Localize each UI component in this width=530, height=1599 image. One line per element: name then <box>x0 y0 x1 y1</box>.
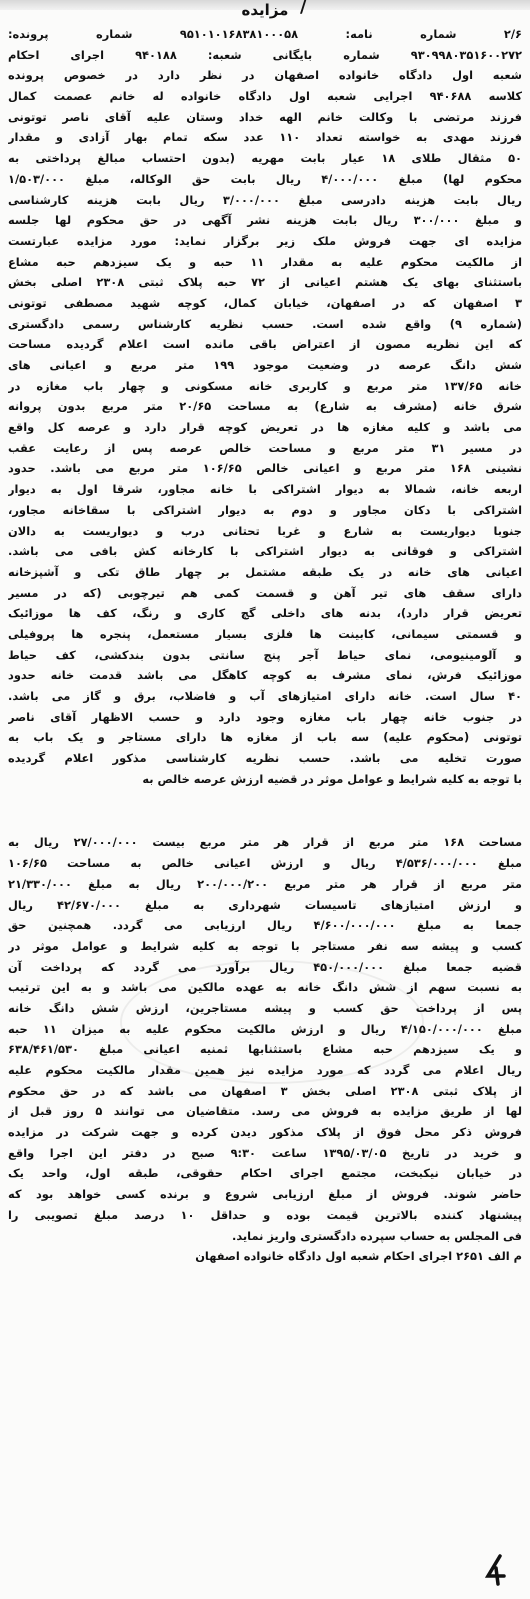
paragraph1-line: و قسمتی سیمانی، کابینت ها فلزی بسیار مستعمل، پنجره ها پروفیلی <box>8 626 522 641</box>
paragraph1-line: در جنوب خانه چهار باب مغازه وجود دارد و حسب الاظهار آقای ناصر <box>8 709 522 724</box>
paragraph1-line: (شماره ۹) واقع شده است. حسب نظریه کارشناس رسمی دادگستری <box>8 316 522 331</box>
paragraph1-line: ۲/۶ شماره نامه: ۹۵۱۰۱۰۱۶۸۳۸۱۰۰۰۵۸ شماره پرونده: <box>8 27 522 41</box>
page-title: مزایده <box>241 1 289 19</box>
paragraph2-line: به نسبت سهم از شش دانگ خانه به عهده مالکین می باشد و به این ترتیب <box>8 980 522 995</box>
paragraph1-line: ریال بابت هزینه دادرسی مبلغ ۳/۰۰۰/۰۰۰ ریال بابت هزینه کارشناسی <box>8 192 522 207</box>
paragraph1-line: اشتراکی با دکان مجاور و دوم به دیوار اشتراکی با سقاخانه مجاور، <box>8 502 522 517</box>
paragraph1-line: ۵۰ مثقال طلای ۱۸ عیار بابت مهریه (بدون احتساب مبالغ پرداختی به <box>8 151 522 166</box>
paragraph2-line: در خیابان نیکبخت، مجتمع اجرای احکام حقوقی، طبقه اول، واحد یک <box>8 1166 522 1181</box>
notice-body <box>8 24 522 1267</box>
paragraph1-line: با توجه به کلیه شرایط و عوامل موثر در قضیه ارزش عرصه خالص به <box>142 771 522 786</box>
paragraph1-line: شش دانگ عرصه در وضعیت موجود ۱۹۹ متر مربع و اعیانی های <box>8 358 522 372</box>
paragraph2-line: از پلاک ثبتی ۲۳۰۸ اصلی بخش ۳ اصفهان می باشد که در حق محکوم <box>8 1083 522 1098</box>
paragraph1-line: موزائیک فرش، نمای مشرف به کوچه کاهگل می باشد قدمت خانه حدود <box>8 668 522 683</box>
paragraph2-line: مبلغ ۴/۱۵۰/۰۰۰/۰۰۰ ریال و ارزش مالکیت محکوم علیه به میزان ۱۱ حبه <box>8 1021 522 1036</box>
paragraph2-line: ریال اعلام می گردد که مورد مزایده نیز همین مقدار مالکیت محکوم علیه <box>8 1063 522 1077</box>
paragraph2-line: و ارزش امتیازهای تاسیسات شهرداری به مبلغ ۴۲/۶۷۰/۰۰۰ ریال <box>8 897 522 912</box>
paragraph1-line: تعریض قرار دارد)، بدنه های داخلی گچ کاری و رنگ، کف ها موزائیک <box>8 606 522 621</box>
paragraph1-line: از مالکیت محکوم علیه به مقدار ۱۱ حبه و یک سیزدهم حبه مشاع <box>8 254 522 269</box>
paragraph2-line: و خرید در تاریخ ۱۳۹۵/۰۳/۰۵ ساعت ۹:۳۰ صبح در دفتر این اجرا واقع <box>8 1145 522 1160</box>
corner-mark: / <box>300 0 307 17</box>
paragraph1-line: صورت تخلیه می باشد. حسب نظریه کارشناسی مذکور اعلام گردیده <box>8 751 522 766</box>
paragraph-2 <box>8 832 522 1246</box>
footer-line: م الف ۲۶۵۱ اجرای احکام شعبه اول دادگاه خانواده اصفهان <box>195 1249 522 1264</box>
paragraph1-line: در مسیر ۳۱ متر مربع و مساحت خالص عرصه پس از رعایت عقب <box>8 440 522 455</box>
paragraph1-line: ۹۳۰۹۹۸۰۳۵۱۶۰۰۲۷۲ شماره بایگانی شعبه: ۹۴۰۱۸۸ اجرای احکام <box>8 47 522 62</box>
paragraph2-line: حاضر شوند. فروش از مبلغ ارزیابی شروع و برنده کسی خواهد بود که <box>8 1187 522 1202</box>
paragraph1-line: باستثنای بهای یک هشتم اعیانی از ۷۲ حبه پلاک ثبتی ۲۳۰۸ اصلی بخش <box>8 275 522 290</box>
paragraph2-line: متر مربع از قرار هر متر مربع ۲۰۰/۰۰۰/۲۰۰ ریال به مبلغ ۲۱/۳۳۰/۰۰۰ <box>8 876 522 891</box>
paragraph1-line: که این نظریه مصون از اعتراض باقی مانده است اعلام گردیده مساحت <box>8 337 522 352</box>
paragraph1-line: شرق خانه (مشرف به شارع) به مساحت ۲۰/۶۵ متر مربع بدون پروانه <box>8 399 522 414</box>
paragraph1-line: می باشد و کلیه مغازه ها در تعریض کوچه قرار دارد و عرصه کل واقع <box>8 420 522 435</box>
signature-mark <box>470 1548 510 1588</box>
paragraph1-line: دارای سقف های تیر آهن و قسمت کمی هم تیرچوبی (که در مسیر <box>8 585 522 600</box>
paragraph1-line: نشینی ۱۶۸ متر مربع و اعیانی خالص ۱۰۶/۶۵ متر مربع می باشد. حدود <box>8 461 522 476</box>
paragraph1-line: اعیانی های خانه در یک طبقه مشتمل بر چهار طاق تکی و آشپزخانه <box>8 564 522 579</box>
paragraph2-line: مساحت ۱۶۸ متر مربع از قرار هر متر مربع بیست ۲۷/۰۰۰/۰۰۰ ریال به <box>8 835 522 850</box>
paragraph1-line: فرزند مهدی به خواسته تعداد ۱۱۰ عدد سکه تمام بهار آزادی و مقدار <box>8 130 522 145</box>
paragraph1-line: اشتراکی و فوقانی به دیوار اشتراکی با کارخانه کش بافی می باشد. <box>8 544 522 559</box>
paragraph2-line: پس از پرداخت حق کسب و پیشه مستاجرین، ارزش شش دانگ خانه <box>8 1000 522 1015</box>
paragraph2-line: پیشنهاد کننده بالاترین قیمت بوده و حداقل ۱۰ درصد مبلغ تصویبی را <box>8 1207 522 1222</box>
paragraph1-line: کلاسه ۹۴۰۶۸۸ اجرایی شعبه اول دادگاه خانواده له خانم عصمت کمال <box>8 89 522 104</box>
paragraph1-line: اربعه خانه، شمالا به دیوار اشتراکی با خانه مجاور، شرقا اول به دیوار <box>8 482 522 497</box>
paragraph2-line: کسب و پیشه سه نفر مستاجر با توجه به کلیه شرایط و عوامل موثر در <box>8 938 522 953</box>
paragraph1-line: شعبه اول دادگاه خانواده اصفهان در نظر دارد در خصوص پرونده <box>8 68 522 83</box>
paragraph2-line: فروش ذکر محل فوق از پلاک مذکور دیدن کرده و جهت شرکت در مزایده <box>8 1125 522 1140</box>
paragraph2-line: قضیه جمعا مبلغ ۴۵۰/۰۰۰/۰۰۰ ریال برآورد می گردد که پرداخت آن <box>8 959 522 974</box>
paragraph2-line: فی المجلس به حساب سپرده دادگستری واریز نماید. <box>232 1228 522 1243</box>
paragraph1-line: ۳ اصفهان که در اصفهان، خیابان کمال، کوچه شهید مصطفی توتونی <box>8 295 522 310</box>
paragraph1-line: مزایده ای جهت فروش ملک زیر برگزار نماید: مورد مزایده عبارتست <box>8 233 522 248</box>
paragraph2-line: جمعا به مبلغ ۴/۶۰۰/۰۰۰/۰۰۰ ریال ارزیابی می گردد. همچنین حق <box>8 918 522 933</box>
paragraph1-line: فرزند مرتضی با وکالت خانم الهه خداد وستان علیه آقای ناصر توتونی <box>8 109 522 124</box>
paragraph2-line: مبلغ ۴/۵۳۶/۰۰۰/۰۰۰ ریال و ارزش اعیانی خالص به مساحت ۱۰۶/۶۵ <box>8 856 522 871</box>
paragraph-gap <box>8 789 522 832</box>
paragraph1-line: و مبلغ ۳۰۰/۰۰۰ ریال بابت هزینه نشر آگهی در حق محکوم لها جلسه <box>8 213 522 228</box>
paragraph1-line: و آلومینیومی، نمای حیاط آجر پنج سانتی بدون بندکشی، کف حیاط <box>8 647 522 662</box>
paragraph1-line: خانه ۱۳۷/۶۵ متر مربع و کاربری خانه مسکونی و چهار باب مغازه در <box>8 378 522 393</box>
paragraph1-line: جنوبا دیواریست به شارع و غربا تحتانی درب و دیواریست به دالان <box>8 523 522 538</box>
paragraph-1 <box>8 24 522 789</box>
paragraph1-line: ۴۰ سال است. خانه دارای امتیازهای آب و فاضلاب، برق و گاز می باشد. <box>8 689 522 703</box>
paragraph1-line: توتونی (محکوم علیه) سه باب از مغازه ها دارای مستاجر و یک باب به <box>8 730 522 745</box>
paragraph2-line: و یک سیزدهم حبه مشاع باستثنابها ثمنیه اعیانی مبلغ ۶۳۸/۴۶۱/۵۳۰ <box>8 1042 522 1057</box>
paragraph1-line: محکوم لها) مبلغ ۴/۰۰۰/۰۰۰ ریال بابت حق الوکاله، مبلغ ۱/۵۰۳/۰۰۰ <box>8 171 522 186</box>
paragraph2-line: لها از طریق مزایده به فروش می رسد. متقاضیان می توانند ۵ روز قبل از <box>8 1104 522 1119</box>
